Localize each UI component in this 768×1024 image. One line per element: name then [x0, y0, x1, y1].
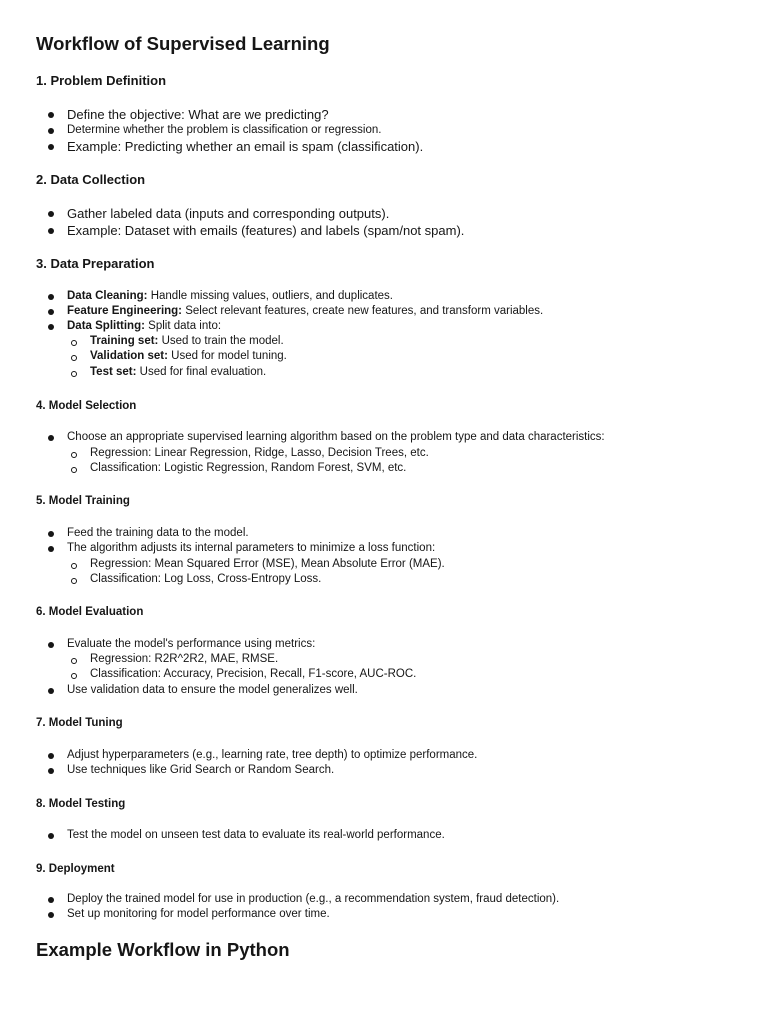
hollow-bullet-icon	[71, 658, 77, 664]
bullet-icon	[48, 211, 54, 217]
list-item: Use techniques like Grid Search or Random Search.	[67, 763, 334, 778]
section-heading-model-evaluation: 6. Model Evaluation	[36, 606, 144, 618]
sub-list-item: Classification: Log Loss, Cross-Entropy Loss.	[90, 572, 321, 587]
sub-list-item: Regression: Linear Regression, Ridge, Lasso, Decision Trees, etc.	[90, 446, 429, 461]
bullet-icon	[48, 228, 54, 234]
bullet-icon	[48, 642, 54, 648]
bullet-icon	[48, 112, 54, 118]
hollow-bullet-icon	[71, 578, 77, 584]
list-item: Feed the training data to the model.	[67, 526, 249, 541]
section-heading-model-tuning: 7. Model Tuning	[36, 717, 123, 729]
bullet-icon	[48, 912, 54, 918]
bullet-icon	[48, 128, 54, 134]
page-title: Workflow of Supervised Learning	[36, 33, 330, 54]
bullet-icon	[48, 144, 54, 150]
list-item: Deploy the trained model for use in production (e.g., a recommendation system, fraud detection).	[67, 892, 559, 907]
section-heading-deployment: 9. Deployment	[36, 863, 115, 875]
hollow-bullet-icon	[71, 563, 77, 569]
hollow-bullet-icon	[71, 452, 77, 458]
sub-list-item: Classification: Logistic Regression, Random Forest, SVM, etc.	[90, 461, 406, 476]
list-item: Example: Dataset with emails (features) and labels (spam/not spam).	[67, 223, 464, 238]
section-heading-data-preparation: 3. Data Preparation	[36, 256, 155, 271]
hollow-bullet-icon	[71, 673, 77, 679]
list-item: Use validation data to ensure the model generalizes well.	[67, 683, 358, 698]
list-item: Example: Predicting whether an email is spam (classification).	[67, 139, 423, 154]
bullet-icon	[48, 546, 54, 552]
section-heading-data-collection: 2. Data Collection	[36, 172, 146, 187]
bullet-icon	[48, 435, 54, 441]
hollow-bullet-icon	[71, 371, 77, 377]
section-title-example-workflow: Example Workflow in Python	[36, 939, 290, 960]
list-item: Data Cleaning: Handle missing values, outliers, and duplicates.	[67, 289, 393, 304]
bullet-icon	[48, 688, 54, 694]
bullet-icon	[48, 324, 54, 330]
sub-list-item: Regression: R2R^2R2, MAE, RMSE.	[90, 652, 278, 667]
list-item: Define the objective: What are we predicting?	[67, 107, 329, 122]
list-item: The algorithm adjusts its internal parameters to minimize a loss function:	[67, 541, 435, 556]
sub-list-item: Validation set: Used for model tuning.	[90, 349, 287, 364]
bullet-icon	[48, 294, 54, 300]
sub-list-item: Test set: Used for final evaluation.	[90, 365, 266, 380]
sub-list-item: Regression: Mean Squared Error (MSE), Mean Absolute Error (MAE).	[90, 557, 445, 572]
list-item: Choose an appropriate supervised learning algorithm based on the problem type and data characteristics:	[67, 430, 605, 445]
hollow-bullet-icon	[71, 355, 77, 361]
bullet-icon	[48, 309, 54, 315]
section-heading-model-training: 5. Model Training	[36, 495, 130, 507]
list-item: Test the model on unseen test data to evaluate its real-world performance.	[67, 828, 445, 843]
list-item: Data Splitting: Split data into:	[67, 319, 221, 334]
sub-list-item: Classification: Accuracy, Precision, Recall, F1-score, AUC-ROC.	[90, 667, 416, 682]
section-heading-model-testing: 8. Model Testing	[36, 798, 126, 810]
hollow-bullet-icon	[71, 467, 77, 473]
list-item: Gather labeled data (inputs and corresponding outputs).	[67, 206, 389, 221]
list-item: Evaluate the model's performance using metrics:	[67, 637, 315, 652]
bullet-icon	[48, 897, 54, 903]
section-heading-model-selection: 4. Model Selection	[36, 400, 137, 412]
list-item: Determine whether the problem is classification or regression.	[67, 123, 381, 138]
section-heading-problem-definition: 1. Problem Definition	[36, 73, 167, 88]
bullet-icon	[48, 833, 54, 839]
hollow-bullet-icon	[71, 340, 77, 346]
list-item: Feature Engineering: Select relevant features, create new features, and transform variables.	[67, 304, 543, 319]
list-item: Adjust hyperparameters (e.g., learning rate, tree depth) to optimize performance.	[67, 748, 477, 763]
bullet-icon	[48, 768, 54, 774]
bullet-icon	[48, 753, 54, 759]
list-item: Set up monitoring for model performance over time.	[67, 907, 330, 922]
sub-list-item: Training set: Used to train the model.	[90, 334, 284, 349]
bullet-icon	[48, 531, 54, 537]
